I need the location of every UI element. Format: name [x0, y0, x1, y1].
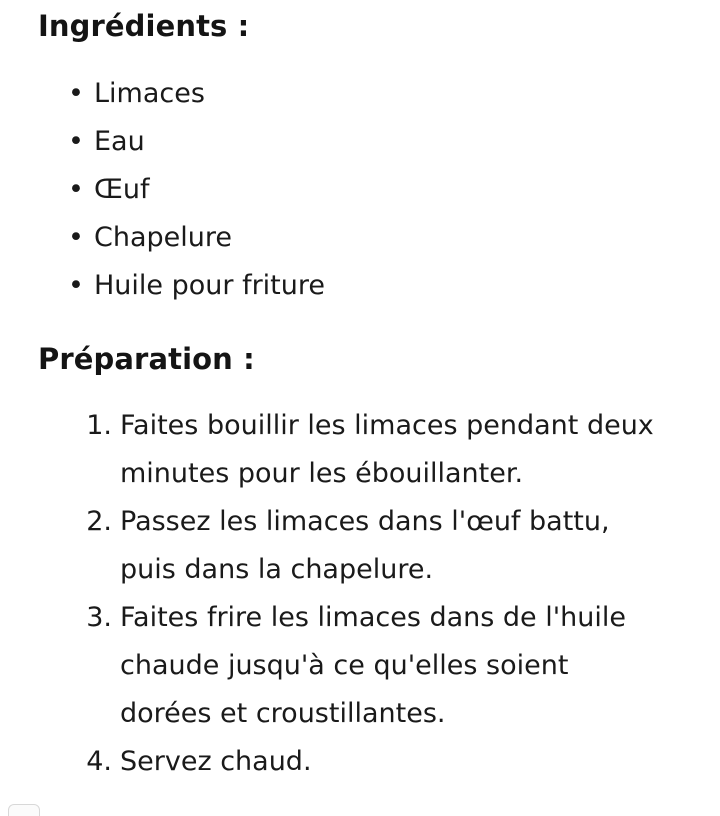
preparation-heading: Préparation :: [38, 342, 255, 377]
list-item: Faites bouillir les limaces pendant deux minutes pour les ébouillanter.: [120, 409, 654, 489]
ingredients-heading: Ingrédients :: [38, 9, 250, 43]
page-corner-artifact: [8, 804, 40, 816]
list-item: • Chapelure: [94, 214, 702, 262]
list-item: • Huile pour friture: [94, 262, 702, 310]
ingredients-list: [38, 70, 702, 310]
list-item: • Œuf: [94, 166, 702, 214]
list-item: Servez chaud.: [120, 745, 312, 777]
list-item: Passez les limaces dans l'œuf battu, puis dans la chapelure.: [120, 505, 610, 585]
preparation-steps-list: [38, 402, 702, 786]
list-item: Faites frire les limaces dans de l'huile chaude jusqu'à ce qu'elles soient dorées et croustillantes.: [120, 601, 627, 729]
list-item: • Limaces: [94, 70, 702, 118]
list-item: • Eau: [94, 118, 702, 166]
